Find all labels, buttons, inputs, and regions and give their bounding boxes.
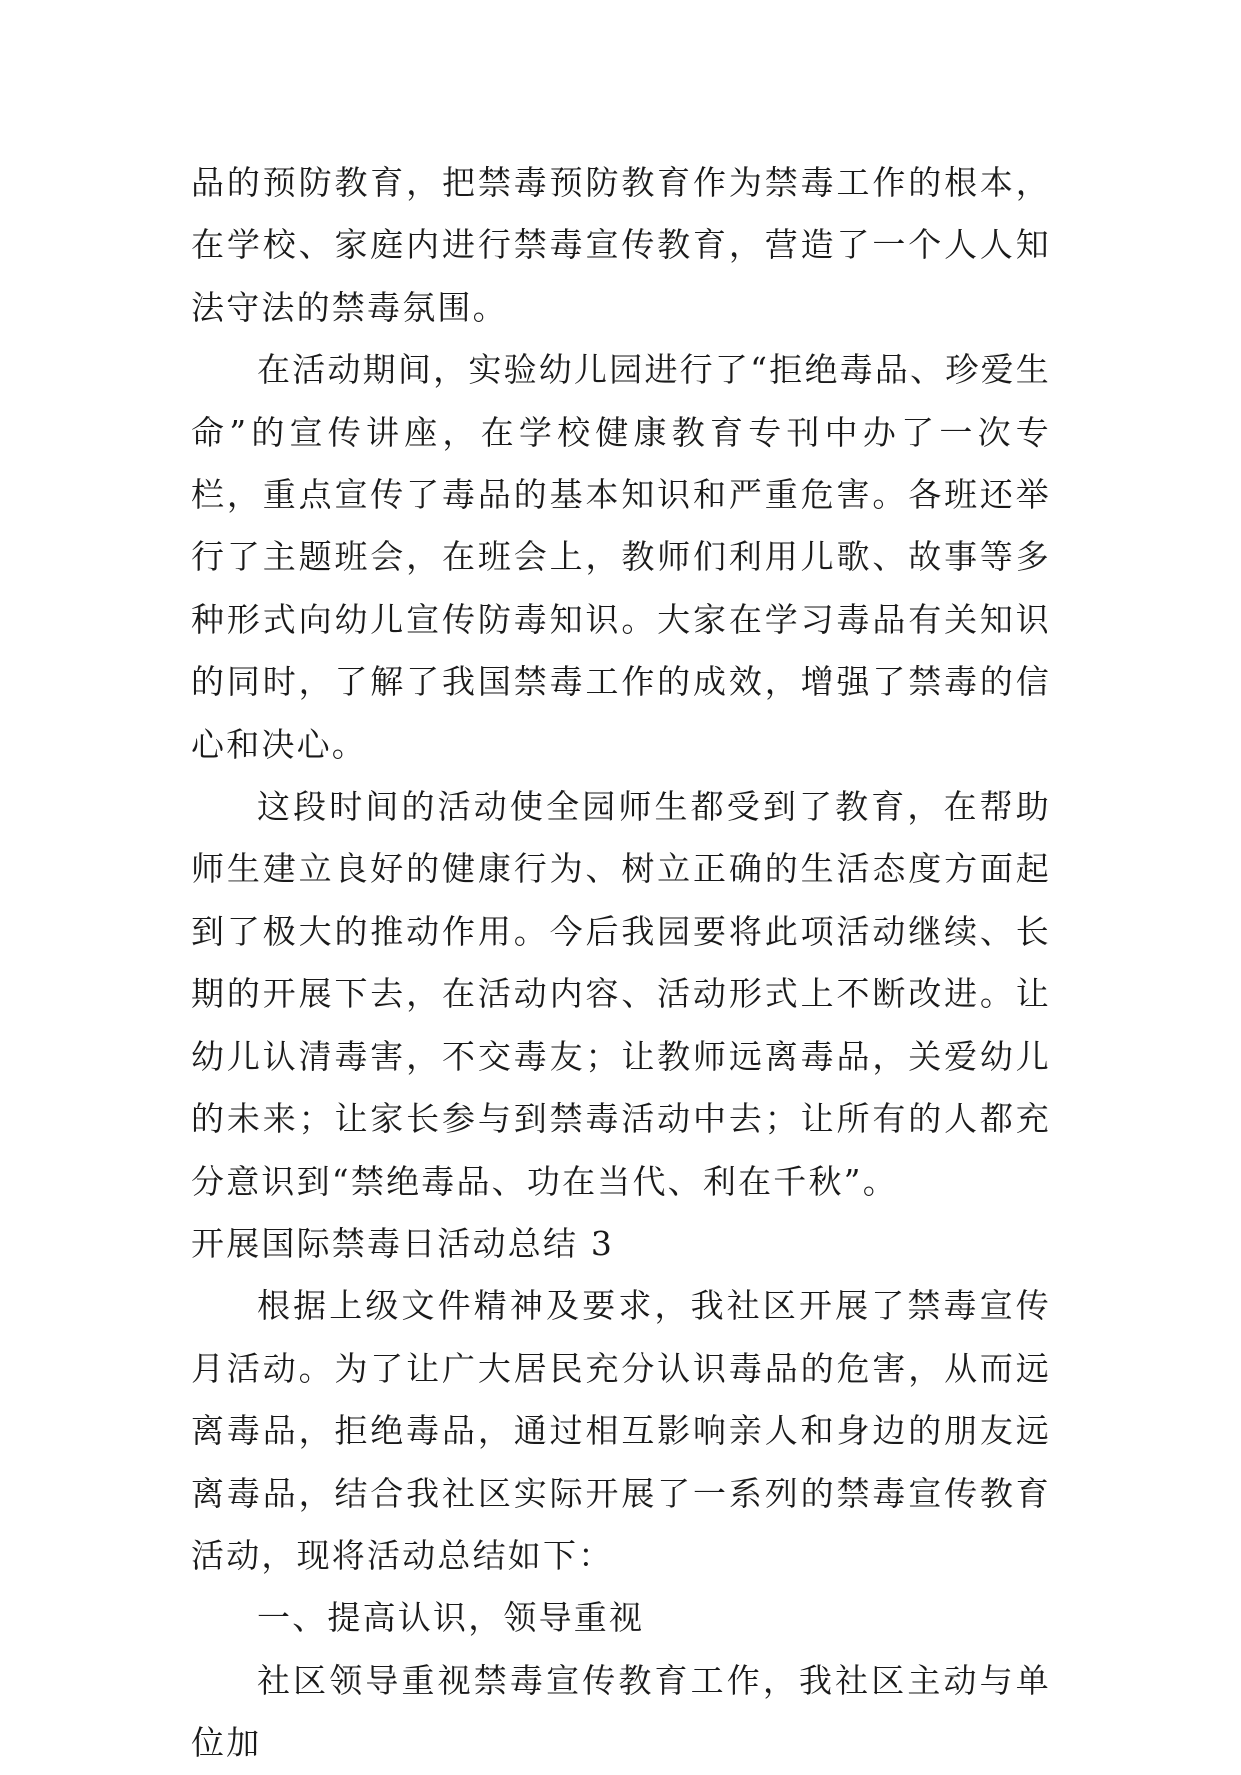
paragraph-point-one: 一、提高认识，领导重视 — [257, 1598, 645, 1638]
paragraph-continuation: 品的预防教育，把禁毒预防教育作为禁毒工作的根本，在学校、家庭内进行禁毒宣传教育，营造了一个人人知法守法的禁毒氛围。 — [191, 163, 1051, 327]
paragraph-leadership: 社区领导重视禁毒宣传教育工作，我社区主动与单位加 — [191, 1660, 1051, 1763]
paragraph-effect: 这段时间的活动使全园师生都受到了教育，在帮助师生建立良好的健康行为、树立正确的生活态度方面起到了极大的推动作用。今后我园要将此项活动继续、长期的开展下去，在活动内容、活动形式上不断改进。让幼儿认清毒害，不交毒友；让教师远离毒品，关爱幼儿的未来；让家长参与到禁毒活动中去；让所有的人都充分意识到“禁绝毒品、功在当代、利在千秋”。 — [191, 787, 1051, 1201]
paragraph-intro: 根据上级文件精神及要求，我社区开展了禁毒宣传月活动。为了让广大居民充分认识毒品的危害，从而远离毒品，拒绝毒品，通过相互影响亲人和身边的朋友远离毒品，结合我社区实际开展了一系列的禁毒宣传教育活动，现将活动总结如下： — [191, 1286, 1051, 1575]
section-heading: 开展国际禁毒日活动总结 3 — [191, 1223, 615, 1263]
document-body — [191, 152, 1051, 1775]
paragraph-activity-period: 在活动期间，实验幼儿园进行了“拒绝毒品、珍爱生命”的宣传讲座，在学校健康教育专刊中办了一次专栏，重点宣传了毒品的基本知识和严重危害。各班还举行了主题班会，在班会上，教师们利用儿歌、故事等多种形式向幼儿宣传防毒知识。大家在学习毒品有关知识的同时，了解了我国禁毒工作的成效，增强了禁毒的信心和决心。 — [191, 350, 1051, 764]
